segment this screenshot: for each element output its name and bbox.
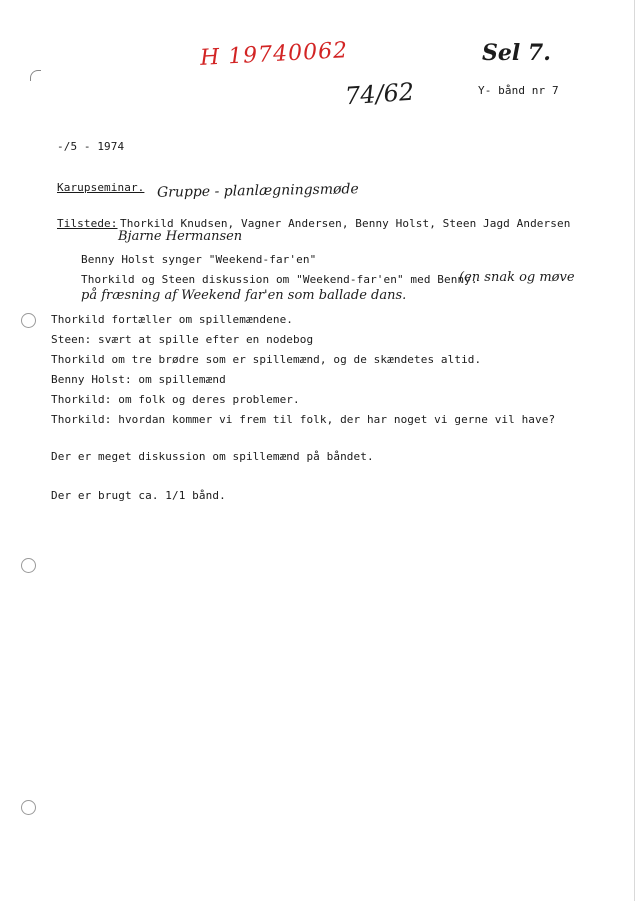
line-steen: Steen: svært at spille efter en nodebog: [51, 333, 314, 346]
line-benny-holst: Benny Holst: om spillemænd: [51, 373, 226, 386]
page-edge: [634, 0, 635, 901]
line-benny-sings: Benny Holst synger "Weekend-far'en": [81, 253, 317, 266]
line-thorkild-tells: Thorkild fortæller om spillemændene.: [51, 313, 294, 326]
tape-label: Y- bånd nr 7: [478, 84, 559, 97]
line-tape-used: Der er brugt ca. 1/1 bånd.: [51, 489, 226, 502]
punch-hole-bottom: [21, 800, 36, 815]
handwritten-note-2: på fræsning af Weekend far'en som ballade dans.: [81, 288, 407, 303]
document-date: -/5 - 1974: [57, 140, 125, 153]
side-label: Sel 7.: [482, 40, 551, 66]
punch-hole-middle: [21, 558, 36, 573]
ref-number: 74/62: [344, 77, 416, 111]
line-discussion: Thorkild og Steen diskussion om "Weekend-far'en" med Benny.: [81, 273, 478, 286]
archive-number: H 19740062: [199, 38, 349, 71]
present-label: Tilstede:: [57, 217, 118, 230]
line-discussion-summary: Der er meget diskussion om spillemænd på båndet.: [51, 450, 374, 463]
line-thorkild-question: Thorkild: hvordan kommer vi frem til folk, der har noget vi gerne vil have?: [51, 413, 556, 426]
corner-mark: [30, 70, 41, 81]
handwritten-note-1: (en snak og møve: [459, 270, 575, 285]
subject-handwritten: Gruppe - planlægningsmøde: [156, 181, 359, 201]
line-thorkild-folk: Thorkild: om folk og deres problemer.: [51, 393, 300, 406]
present-names: Thorkild Knudsen, Vagner Andersen, Benny Holst, Steen Jagd Andersen: [120, 217, 571, 230]
present-handwritten: Bjarne Hermansen: [118, 229, 243, 244]
punch-hole-top: [21, 313, 36, 328]
subject-label: Karupseminar.: [57, 181, 145, 194]
line-three-brothers: Thorkild om tre brødre som er spillemænd, og de skændetes altid.: [51, 353, 482, 366]
